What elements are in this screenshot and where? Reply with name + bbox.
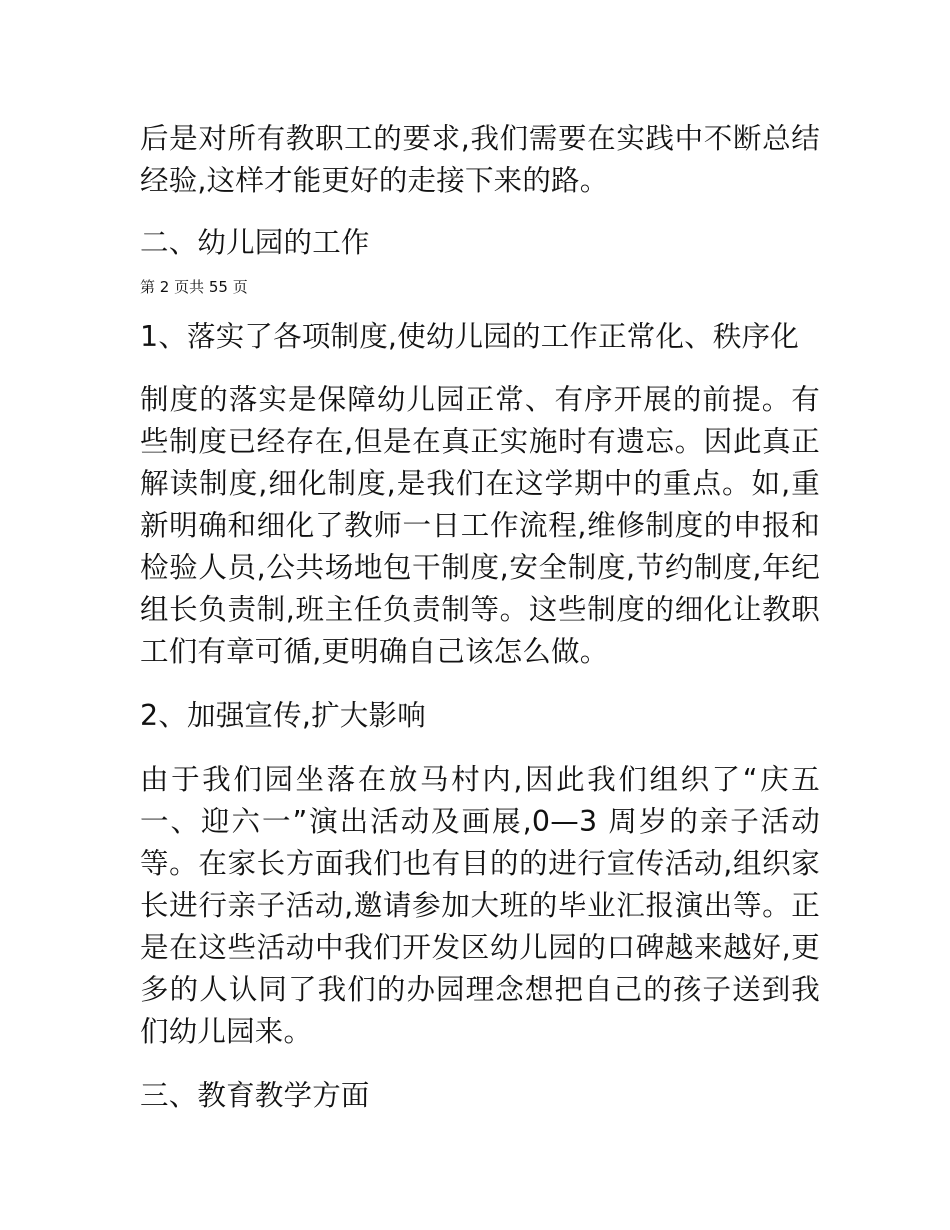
item-heading-2: 2、加强宣传,扩大影响 [140,699,426,732]
page-number: 第 2 页共 55 页 [140,278,248,296]
item-paragraph-1: 制度的落实是保障幼儿园正常、有序开展的前提。有些制度已经存在,但是在真正实施时有遗忘。因此真正解读制度,细化制度,是我们在这学期中的重点。如,重新明确和细化了教师一日工作流程,维修制度的申报和检验人员,公共场地包干制度,安全制度,节约制度,年纪组长负责制,班主任负责制等。这些制度的细化让教职工们有章可循,更明确自己该怎么做。 [140,383,820,668]
document-page [140,118,820,1117]
item-heading-1: 1、落实了各项制度,使幼儿园的工作正常化、秩序化 [140,320,799,353]
section-heading-2: 二、幼儿园的工作 [140,226,370,259]
intro-paragraph: 后是对所有教职工的要求,我们需要在实践中不断总结经验,这样才能更好的走接下来的路。 [140,122,820,197]
section-heading-3: 三、教育教学方面 [140,1079,370,1112]
item-paragraph-2: 由于我们园坐落在放马村内,因此我们组织了“庆五一、迎六一”演出活动及画展,0—3 周岁的亲子活动等。在家长方面我们也有目的的进行宣传活动,组织家长进行亲子活动,邀请参加大班的毕业汇报演出等。正是在这些活动中我们开发区幼儿园的口碑越来越好,更多的人认同了我们的办园理念想把自己的孩子送到我们幼儿园来。 [140,763,820,1048]
